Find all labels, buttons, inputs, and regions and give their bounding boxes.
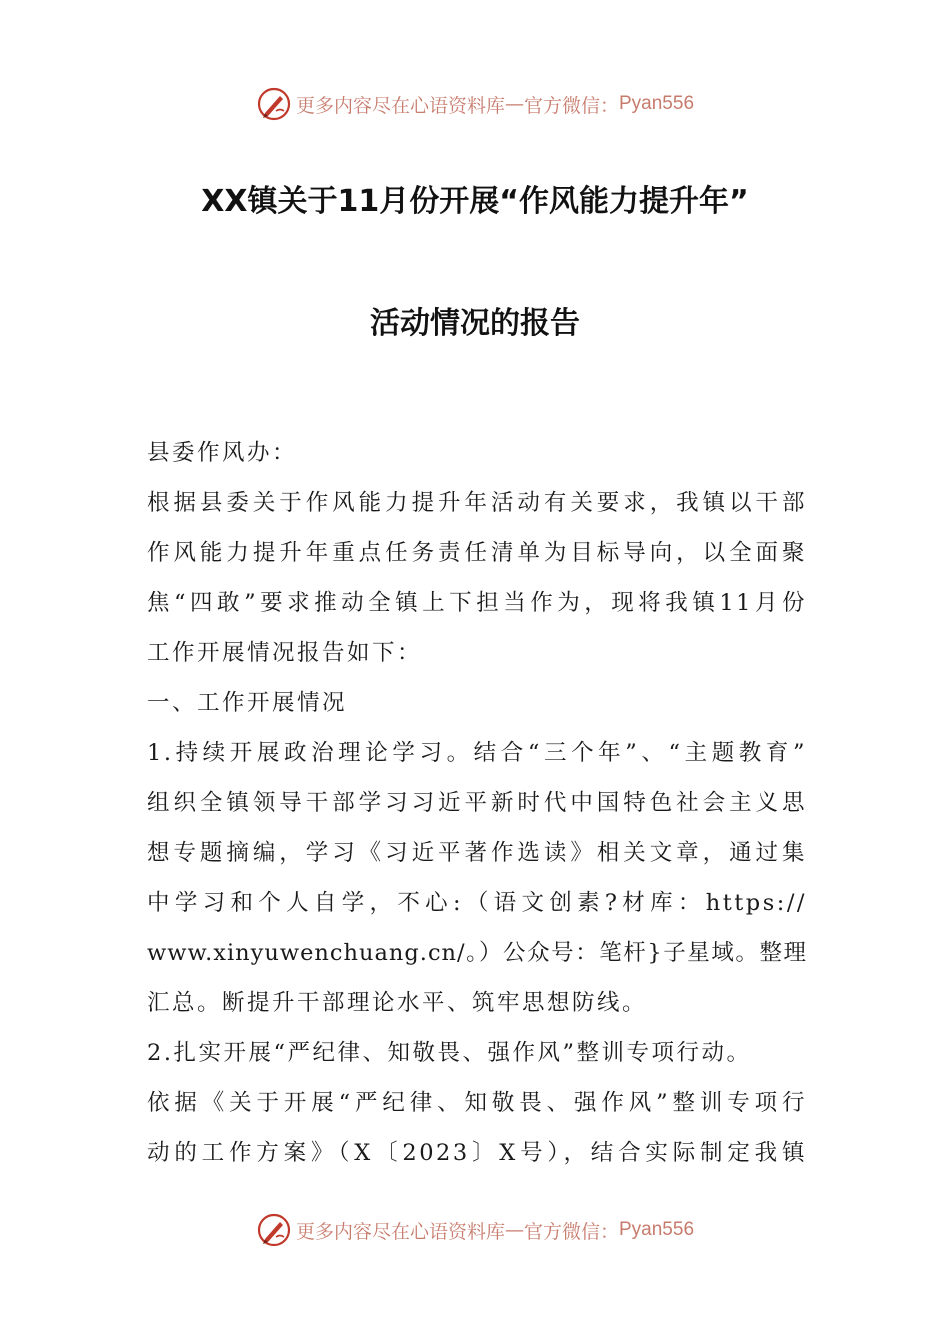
banner-official: 官方微信： — [523, 1220, 619, 1243]
document-title-line-2: 活动情况的报告 — [370, 306, 580, 341]
pen-circle-logo-icon — [256, 1212, 292, 1248]
body-line: 汇总。断提升干部理论水平、筑牢思想防线。 — [147, 990, 648, 1016]
header-banner — [0, 84, 950, 124]
body-line: 依据《关于开展“严纪律、知敬畏、强作风”整训专项行 — [147, 1090, 807, 1116]
banner-dash: — — [504, 1219, 524, 1241]
body-line: 根据县委关于作风能力提升年活动有关要求，我镇以干部 — [147, 490, 807, 516]
pen-circle-logo-icon — [256, 86, 292, 122]
body-line: www.xinyuwenchuang.cn/。）公众号：笔杆}子星域。整理 — [147, 940, 807, 966]
banner-official: 官方微信： — [523, 94, 619, 117]
body-line: 工作开展情况报告如下： — [147, 640, 423, 666]
body-line: 组织全镇领导干部学习习近平新时代中国特色社会主义思 — [147, 790, 807, 816]
body-line: 焦“四敢”要求推动全镇上下担当作为，现将我镇11月份 — [147, 590, 807, 616]
body-line: 作风能力提升年重点任务责任清单为目标导向，以全面聚 — [147, 540, 807, 566]
body-line: 想专题摘编，学习《习近平著作选读》相关文章，通过集 — [147, 840, 807, 866]
banner-brand: 更多内容尽在心语资料库 — [295, 1220, 505, 1243]
body-line: 中学习和个人自学，不心:（语文创素?材库：https:// — [147, 890, 807, 916]
footer-banner — [0, 1210, 950, 1250]
banner-wechat-id: Pyan556 — [619, 93, 695, 114]
document-title-line-1: XX镇关于11月份开展“作风能力提升年” — [201, 184, 749, 219]
banner-brand: 更多内容尽在心语资料库 — [295, 94, 505, 117]
body-line: 动的工作方案》（X〔2023〕X号），结合实际制定我镇 — [147, 1140, 807, 1166]
banner-wechat-id: Pyan556 — [619, 1219, 695, 1240]
document-body — [147, 428, 807, 1178]
section-heading: 一、工作开展情况 — [147, 690, 348, 716]
banner-dash: — — [504, 93, 524, 115]
body-line: 县委作风办： — [147, 440, 298, 466]
body-line: 1.持续开展政治理论学习。结合“三个年”、“主题教育” — [147, 740, 807, 766]
body-line: 2.扎实开展“严纪律、知敬畏、强作风”整训专项行动。 — [147, 1040, 752, 1066]
